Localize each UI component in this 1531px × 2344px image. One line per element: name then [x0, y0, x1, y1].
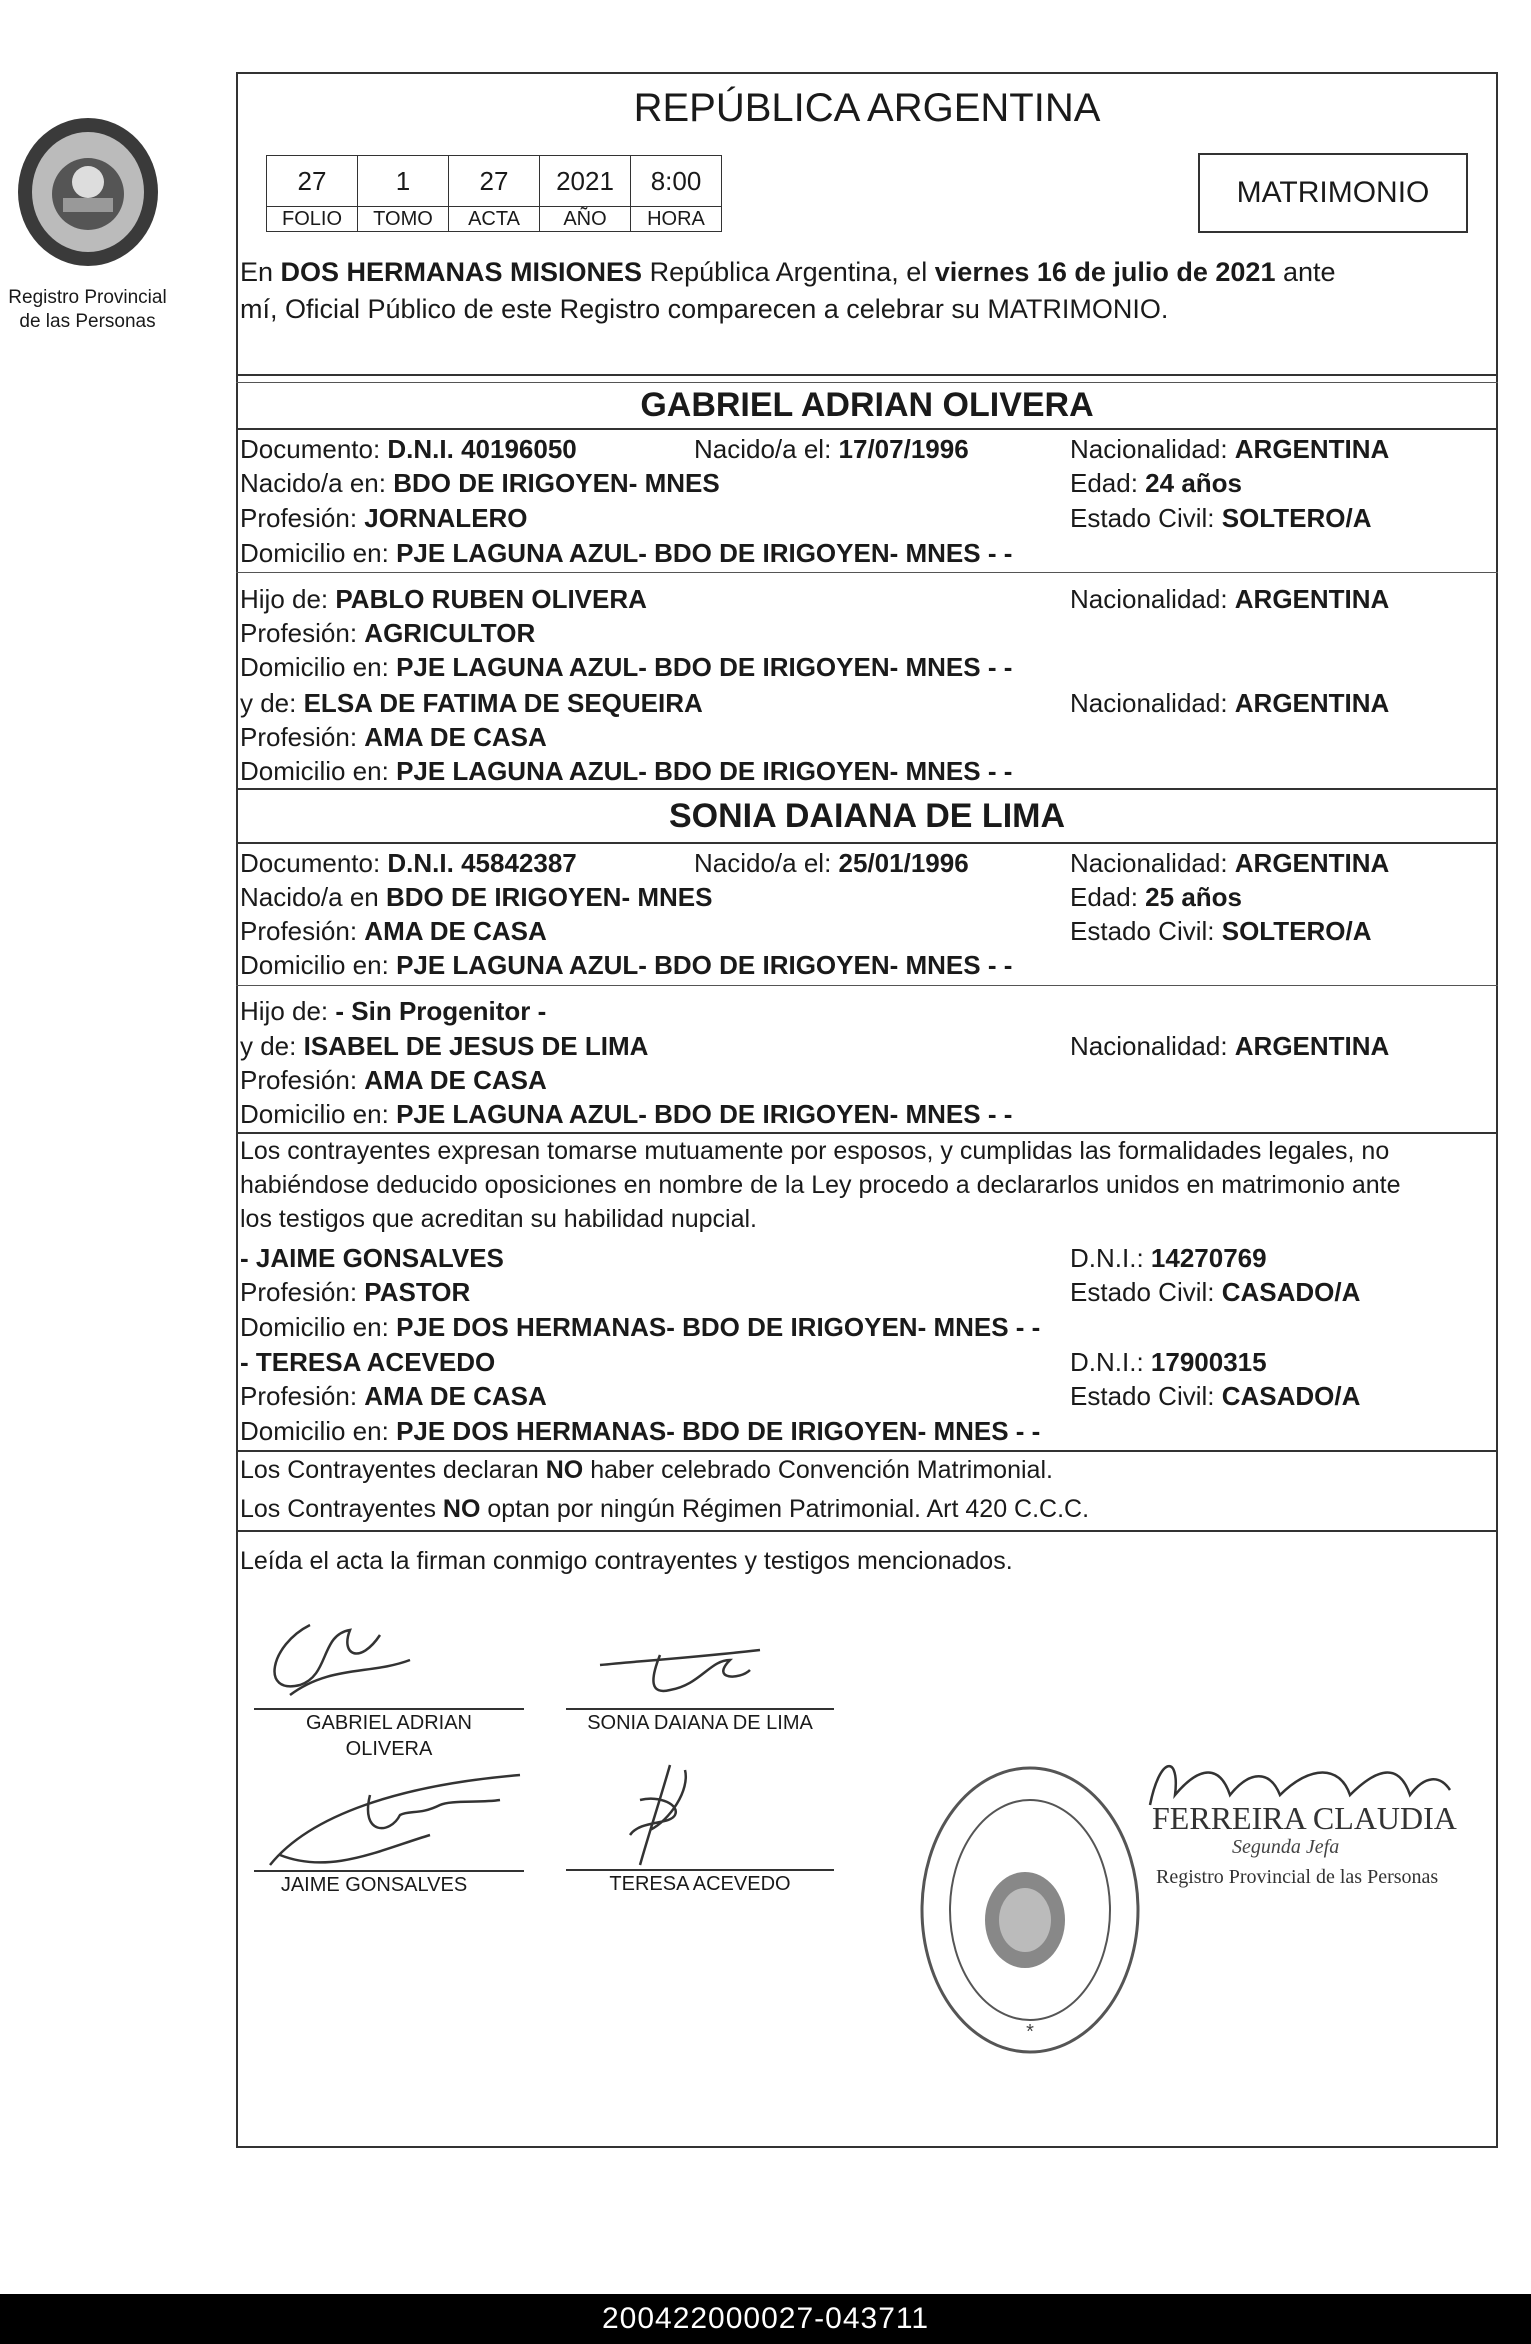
witness1-dom	[240, 1312, 1040, 1342]
spouse1-father-prof	[240, 618, 535, 648]
value: PASTOR	[364, 1277, 471, 1307]
value: PJE LAGUNA AZUL- BDO DE IRIGOYEN- MNES - -	[396, 950, 1013, 980]
label: Estado Civil:	[1070, 916, 1222, 946]
value: PABLO RUBEN OLIVERA	[335, 584, 647, 614]
document-code-bar	[0, 2294, 1531, 2344]
value: 17/07/1996	[838, 434, 969, 464]
value: 25 años	[1145, 882, 1242, 912]
signature-line	[254, 1870, 524, 1872]
value: PJE DOS HERMANAS- BDO DE IRIGOYEN- MNES - -	[396, 1312, 1041, 1342]
label: Nacionalidad:	[1070, 434, 1235, 464]
value: AMA DE CASA	[364, 916, 547, 946]
witness2-prof	[240, 1381, 547, 1411]
text: optan por ningún Régimen Patrimonial. Art 420 C.C.C.	[480, 1495, 1090, 1523]
intro-date: viernes 16 de julio de 2021	[934, 257, 1276, 287]
intro-place: DOS HERMANAS MISIONES	[280, 257, 643, 287]
value: - Sin Progenitor -	[335, 996, 547, 1026]
label: y de:	[240, 688, 304, 718]
folio-label: FOLIO	[267, 207, 358, 232]
spouse1-father	[240, 584, 647, 614]
official-role: Segunda Jefa	[1232, 1836, 1340, 1858]
witness1-civil	[1070, 1277, 1360, 1307]
label: Profesión:	[240, 1381, 365, 1411]
signature-line	[566, 1869, 834, 1871]
record-fields-table	[266, 155, 722, 232]
logo-caption-2: de las Personas	[19, 311, 156, 332]
official-name: FERREIRA CLAUDIA	[1152, 1800, 1457, 1836]
divider	[236, 374, 1498, 376]
label: Nacido/a el:	[694, 848, 839, 878]
label: Hijo de:	[240, 584, 336, 614]
witness2-dni	[1070, 1347, 1267, 1377]
signature-label-jaime: JAIME GONSALVES	[280, 1874, 468, 1896]
text: haber celebrado Convención Matrimonial.	[583, 1456, 1053, 1484]
spouse1-born	[694, 434, 969, 464]
label: Domicilio en:	[240, 756, 397, 786]
spouse1-mother-nat	[1070, 688, 1389, 718]
value: BDO DE IRIGOYEN- MNES	[385, 882, 713, 912]
label: Estado Civil:	[1070, 1381, 1222, 1411]
acta-label: ACTA	[449, 207, 540, 232]
signature-jaime	[250, 1755, 530, 1875]
value: AMA DE CASA	[364, 1381, 547, 1411]
spouse1-nat	[1070, 434, 1389, 464]
witness2-dom	[240, 1416, 1040, 1446]
value: ARGENTINA	[1234, 848, 1390, 878]
logo-caption-1: Registro Provincial	[8, 287, 167, 308]
signature-gabriel	[250, 1605, 420, 1710]
spouse1-birthplace	[240, 468, 720, 498]
intro-line-1	[240, 257, 1336, 287]
spouse1-age	[1070, 468, 1242, 498]
label: Nacido/a en:	[240, 468, 394, 498]
spouse2-born	[694, 848, 969, 878]
spouse1-civil	[1070, 503, 1371, 533]
country-title: REPÚBLICA ARGENTINA	[633, 86, 1101, 130]
value: D.N.I. 40196050	[387, 434, 577, 464]
declaration-line-2: habiéndose deducido oposiciones en nombre de la Ley procedo a declararlos unidos en matrimonio ante	[240, 1171, 1401, 1199]
official-org: Registro Provincial de las Personas	[1156, 1866, 1439, 1888]
signature-label-sonia: SONIA DAIANA DE LIMA	[587, 1712, 813, 1734]
label: Profesión:	[240, 503, 365, 533]
record-type: MATRIMONIO	[1236, 176, 1430, 209]
spouse2-mother	[240, 1031, 648, 1061]
value: PJE LAGUNA AZUL- BDO DE IRIGOYEN- MNES - -	[396, 1099, 1013, 1129]
witness1-name: - JAIME GONSALVES	[240, 1243, 504, 1273]
regime-line-2	[240, 1494, 1089, 1524]
label: Profesión:	[240, 722, 365, 752]
label: Domicilio en:	[240, 652, 397, 682]
value: PJE LAGUNA AZUL- BDO DE IRIGOYEN- MNES - -	[396, 652, 1013, 682]
spouse1-father-dom	[240, 652, 1012, 682]
spouse2-mother-nat	[1070, 1031, 1389, 1061]
label: Profesión:	[240, 1277, 365, 1307]
text: NO	[442, 1495, 481, 1523]
year-label: AÑO	[540, 207, 631, 232]
value: ARGENTINA	[1234, 584, 1390, 614]
spouse1-prof	[240, 503, 528, 533]
label: Profesión:	[240, 618, 365, 648]
label: Estado Civil:	[1070, 1277, 1222, 1307]
signature-sonia	[590, 1640, 770, 1710]
witness1-prof	[240, 1277, 470, 1307]
label: Nacionalidad:	[1070, 1031, 1235, 1061]
divider	[236, 1132, 1498, 1134]
signature-label-gabriel: GABRIEL ADRIAN	[306, 1712, 472, 1734]
signature-teresa	[600, 1760, 710, 1870]
declaration-line-1: Los contrayentes expresan tomarse mutuamente por esposos, y cumplidas las formalidades legales, no	[240, 1137, 1390, 1165]
value: 17900315	[1150, 1347, 1267, 1377]
hour-value: 8:00	[631, 156, 722, 207]
signature-line	[566, 1708, 834, 1710]
label: Domicilio en:	[240, 538, 397, 568]
registry-seal	[915, 1760, 1145, 2060]
signature-label-gabriel-2: OLIVERA	[345, 1738, 433, 1760]
spouse2-birthplace	[240, 882, 712, 912]
label: Estado Civil:	[1070, 503, 1222, 533]
label: Domicilio en:	[240, 1312, 397, 1342]
svg-text:*: *	[1026, 2021, 1034, 2043]
hour-label: HORA	[631, 207, 722, 232]
tomo-value: 1	[358, 156, 449, 207]
value: ARGENTINA	[1234, 434, 1390, 464]
label: Nacionalidad:	[1070, 848, 1235, 878]
label: Edad:	[1070, 882, 1146, 912]
value: PJE DOS HERMANAS- BDO DE IRIGOYEN- MNES - -	[396, 1416, 1041, 1446]
divider	[236, 382, 1498, 383]
label: Domicilio en:	[240, 950, 397, 980]
spouse2-doc	[240, 848, 577, 878]
value: 25/01/1996	[838, 848, 969, 878]
spouse1-doc	[240, 434, 577, 464]
label: Documento:	[240, 434, 388, 464]
folio-value: 27	[267, 156, 358, 207]
spouse1-mother-dom	[240, 756, 1012, 786]
spouse1-mother-prof	[240, 722, 547, 752]
text: Los Contrayentes declaran	[240, 1456, 546, 1484]
label: Profesión:	[240, 1065, 365, 1095]
witness1-dni	[1070, 1243, 1267, 1273]
spouse1-name: GABRIEL ADRIAN OLIVERA	[640, 386, 1094, 424]
value: 24 años	[1145, 468, 1242, 498]
tomo-label: TOMO	[358, 207, 449, 232]
label: D.N.I.:	[1070, 1243, 1151, 1273]
value: JORNALERO	[364, 503, 528, 533]
label: Domicilio en:	[240, 1416, 397, 1446]
spouse2-nat	[1070, 848, 1389, 878]
spouse2-civil	[1070, 916, 1371, 946]
closing-text: Leída el acta la firman conmigo contrayentes y testigos mencionados.	[240, 1547, 1013, 1575]
witness2-civil	[1070, 1381, 1360, 1411]
intro-text-2: República Argentina, el	[642, 257, 935, 287]
signature-label-teresa: TERESA ACEVEDO	[609, 1873, 791, 1895]
record-type-box	[1198, 153, 1468, 233]
value: 14270769	[1150, 1243, 1267, 1273]
divider	[236, 788, 1498, 790]
value: AMA DE CASA	[364, 1065, 547, 1095]
divider	[236, 1530, 1498, 1532]
divider	[236, 842, 1498, 844]
regime-line-1	[240, 1455, 1053, 1485]
provincial-logo	[8, 112, 168, 280]
intro-text-1: En	[240, 257, 281, 287]
spouse1-mother	[240, 688, 703, 718]
signature-line	[254, 1708, 524, 1710]
acta-value: 27	[449, 156, 540, 207]
year-value: 2021	[540, 156, 631, 207]
spouse2-mother-dom	[240, 1099, 1012, 1129]
value: ELSA DE FATIMA DE SEQUEIRA	[303, 688, 703, 718]
value: CASADO/A	[1221, 1381, 1361, 1411]
label: Nacido/a el:	[694, 434, 839, 464]
intro-text-3: ante	[1275, 257, 1336, 287]
spouse2-name: SONIA DAIANA DE LIMA	[668, 797, 1066, 835]
witness2-name: - TERESA ACEVEDO	[240, 1347, 496, 1377]
value: AMA DE CASA	[364, 722, 547, 752]
value: AGRICULTOR	[364, 618, 536, 648]
value: BDO DE IRIGOYEN- MNES	[393, 468, 720, 498]
divider	[236, 428, 1498, 430]
value: D.N.I. 45842387	[387, 848, 577, 878]
value: SOLTERO/A	[1221, 916, 1372, 946]
text: NO	[545, 1456, 584, 1484]
label: Documento:	[240, 848, 388, 878]
spouse2-prof	[240, 916, 547, 946]
label: Nacido/a en	[240, 882, 386, 912]
value: SOLTERO/A	[1221, 503, 1372, 533]
label: Edad:	[1070, 468, 1146, 498]
spouse2-dom	[240, 950, 1012, 980]
label: y de:	[240, 1031, 304, 1061]
value: PJE LAGUNA AZUL- BDO DE IRIGOYEN- MNES - -	[396, 756, 1013, 786]
spouse2-mother-prof	[240, 1065, 547, 1095]
value: ARGENTINA	[1234, 688, 1390, 718]
label: Nacionalidad:	[1070, 584, 1235, 614]
value: PJE LAGUNA AZUL- BDO DE IRIGOYEN- MNES - -	[396, 538, 1013, 568]
document-code: 200422000027-043711	[601, 2302, 930, 2335]
label: D.N.I.:	[1070, 1347, 1151, 1377]
label: Nacionalidad:	[1070, 688, 1235, 718]
divider	[236, 572, 1498, 573]
spouse2-father	[240, 996, 546, 1026]
spouse2-age	[1070, 882, 1242, 912]
declaration-line-3: los testigos que acreditan su habilidad nupcial.	[240, 1205, 758, 1233]
divider	[236, 985, 1498, 986]
spouse1-father-nat	[1070, 584, 1389, 614]
text: Los Contrayentes	[240, 1495, 443, 1523]
divider	[236, 1450, 1498, 1452]
value: CASADO/A	[1221, 1277, 1361, 1307]
intro-line-2: mí, Oficial Público de este Registro comparecen a celebrar su MATRIMONIO.	[240, 294, 1169, 324]
value: ARGENTINA	[1234, 1031, 1390, 1061]
spouse1-dom	[240, 538, 1012, 568]
label: Profesión:	[240, 916, 365, 946]
label: Domicilio en:	[240, 1099, 397, 1129]
label: Hijo de:	[240, 996, 336, 1026]
value: ISABEL DE JESUS DE LIMA	[303, 1031, 649, 1061]
